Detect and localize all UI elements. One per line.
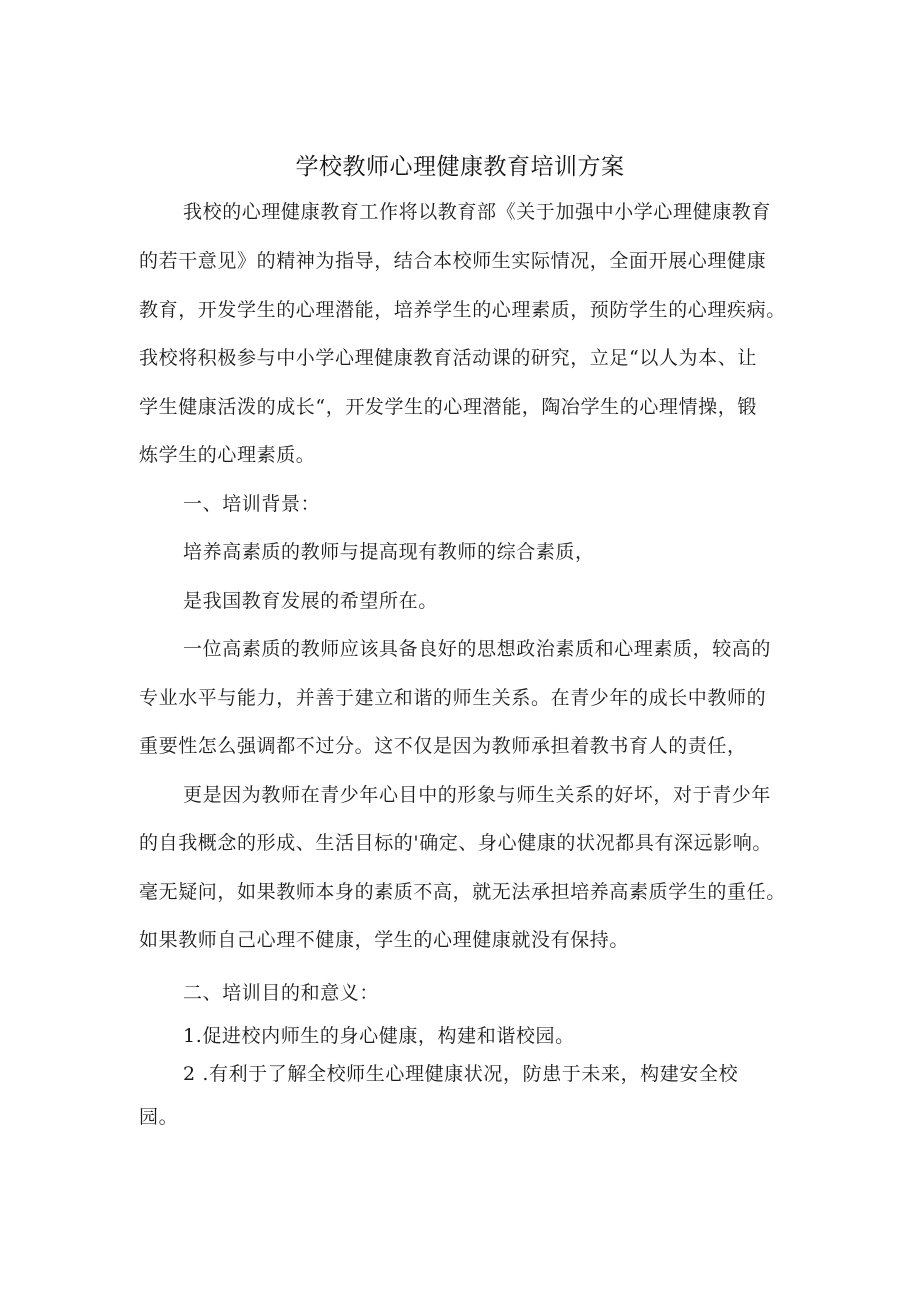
paragraph-line: 的若干意见》的精神为指导，结合本校师生实际情况，全面开展心理健康	[139, 250, 767, 272]
section-heading: 一、培训背景：	[183, 493, 321, 515]
paragraph-line: 我校的心理健康教育工作将以教育部《关于加强中小学心理健康教育	[183, 201, 772, 223]
list-item: 2 .有利于了解全校师生心理健康状况，防患于未来，构建安全校	[183, 1063, 739, 1085]
section-heading: 二、培训目的和意义：	[183, 982, 380, 1004]
paragraph-line: 一位高素质的教师应该具备良好的思想政治素质和心理素质，较高的	[183, 638, 772, 660]
paragraph-line: 园。	[139, 1106, 179, 1128]
paragraph-line: 专业水平与能力，并善于建立和谐的师生关系。在青少年的成长中教师的	[139, 687, 767, 709]
paragraph-line: 的自我概念的形成、生活目标的'确定、身心健康的状况都具有深远影响。	[139, 832, 773, 854]
paragraph-line: 炼学生的心理素质。	[139, 444, 316, 466]
paragraph-line: 教育，开发学生的心理潜能，培养学生的心理素质，预防学生的心理疾病。	[139, 299, 786, 321]
paragraph-line: 培养高素质的教师与提高现有教师的综合素质，	[183, 541, 595, 563]
paragraph-line: 是我国教育发展的希望所在。	[183, 590, 438, 612]
paragraph-line: 学生健康活泼的成长“，开发学生的心理潜能，陶冶学生的心理情操，锻	[139, 396, 757, 418]
document-title: 学校教师心理健康教育培训方案	[295, 154, 625, 180]
paragraph-line: 更是因为教师在青少年心目中的形象与师生关系的好坏，对于青少年	[183, 784, 772, 806]
list-item: 1.促进校内师生的身心健康，构建和谐校园。	[183, 1025, 575, 1047]
paragraph-line: 重要性怎么强调都不过分。这不仅是因为教师承担着教书育人的责任，	[139, 735, 747, 757]
paragraph-line: 我校将积极参与中小学心理健康教育活动课的研究，立足“以人为本、让	[139, 347, 757, 369]
paragraph-line: 如果教师自己心理不健康，学生的心理健康就没有保持。	[139, 929, 630, 951]
paragraph-line: 毫无疑问，如果教师本身的素质不高，就无法承担培养高素质学生的重任。	[139, 881, 786, 903]
